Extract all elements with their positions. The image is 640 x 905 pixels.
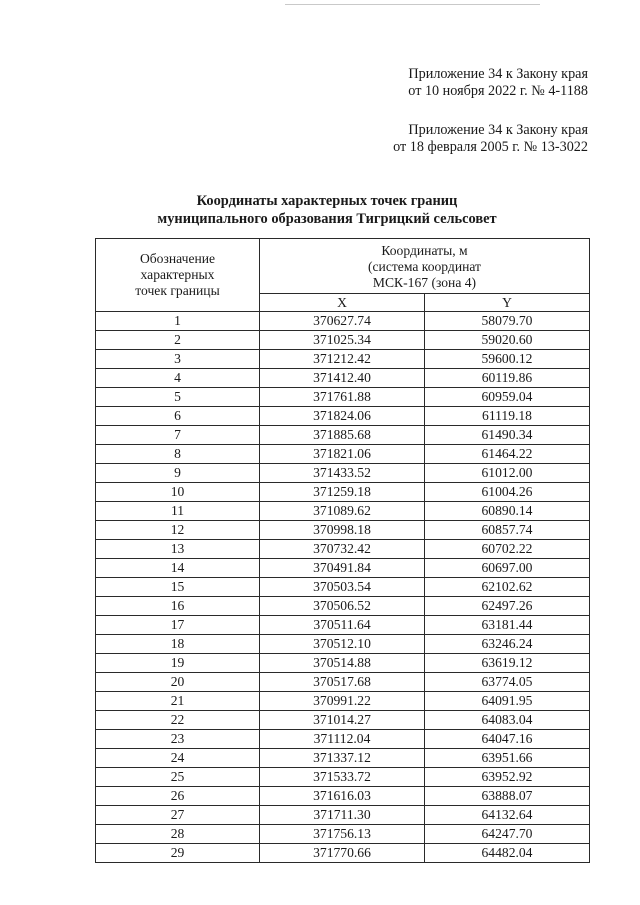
point-number-cell: 15	[96, 578, 260, 597]
x-coordinate-cell: 370514.88	[260, 654, 425, 673]
table-row	[96, 749, 590, 768]
table-row	[96, 711, 590, 730]
x-coordinate-cell: 370506.52	[260, 597, 425, 616]
table-row	[96, 502, 590, 521]
coord-header-line: МСК-167 (зона 4)	[372, 275, 477, 290]
top-rule	[285, 4, 540, 5]
table-row	[96, 692, 590, 711]
table-row	[96, 787, 590, 806]
y-coordinate-cell: 60959.04	[425, 388, 590, 407]
y-coordinate-cell: 63181.44	[425, 616, 590, 635]
point-number-cell: 27	[96, 806, 260, 825]
y-coordinate-cell: 64132.64	[425, 806, 590, 825]
x-coordinate-cell: 371533.72	[260, 768, 425, 787]
table-row	[96, 825, 590, 844]
point-number-cell: 28	[96, 825, 260, 844]
point-header-line: характерных	[140, 267, 215, 282]
y-coordinate-cell: 63951.66	[425, 749, 590, 768]
coordinates-column-header	[260, 239, 590, 294]
y-coordinate-cell: 60857.74	[425, 521, 590, 540]
point-number-cell: 4	[96, 369, 260, 388]
x-coordinate-cell: 371112.04	[260, 730, 425, 749]
table-row	[96, 483, 590, 502]
table-row	[96, 350, 590, 369]
table-row	[96, 673, 590, 692]
table-row	[96, 597, 590, 616]
table-row	[96, 578, 590, 597]
x-coordinate-cell: 370732.42	[260, 540, 425, 559]
point-number-cell: 13	[96, 540, 260, 559]
appendix-original	[393, 122, 588, 156]
x-coordinate-cell: 370517.68	[260, 673, 425, 692]
x-coordinate-cell: 371821.06	[260, 445, 425, 464]
x-coordinate-cell: 371025.34	[260, 331, 425, 350]
point-number-cell: 23	[96, 730, 260, 749]
y-coordinate-cell: 61012.00	[425, 464, 590, 483]
document-title-line: муниципального образования Тигрицкий сельсовет	[157, 211, 497, 227]
x-coordinate-cell: 371014.27	[260, 711, 425, 730]
point-number-cell: 21	[96, 692, 260, 711]
point-number-cell: 6	[96, 407, 260, 426]
y-coordinate-cell: 60890.14	[425, 502, 590, 521]
y-coordinate-cell: 64083.04	[425, 711, 590, 730]
table-row	[96, 844, 590, 863]
table-row	[96, 521, 590, 540]
point-number-cell: 17	[96, 616, 260, 635]
x-column-header: X	[260, 294, 425, 312]
coord-header-line: (система координат	[368, 259, 481, 274]
point-number-cell: 2	[96, 331, 260, 350]
point-number-cell: 9	[96, 464, 260, 483]
x-coordinate-cell: 370512.10	[260, 635, 425, 654]
y-coordinate-cell: 61464.22	[425, 445, 590, 464]
point-header-line: точек границы	[135, 283, 220, 298]
point-number-cell: 16	[96, 597, 260, 616]
x-coordinate-cell: 371756.13	[260, 825, 425, 844]
table-row	[96, 369, 590, 388]
point-number-cell: 22	[96, 711, 260, 730]
y-coordinate-cell: 60702.22	[425, 540, 590, 559]
appendix-current	[408, 66, 588, 100]
point-number-cell: 20	[96, 673, 260, 692]
x-coordinate-cell: 370491.84	[260, 559, 425, 578]
point-number-cell: 8	[96, 445, 260, 464]
y-coordinate-cell: 63774.05	[425, 673, 590, 692]
point-column-header	[96, 239, 260, 312]
x-coordinate-cell: 371259.18	[260, 483, 425, 502]
x-coordinate-cell: 371089.62	[260, 502, 425, 521]
x-coordinate-cell: 370627.74	[260, 312, 425, 331]
y-coordinate-cell: 63619.12	[425, 654, 590, 673]
point-number-cell: 14	[96, 559, 260, 578]
table-row	[96, 730, 590, 749]
y-coordinate-cell: 61490.34	[425, 426, 590, 445]
table-row	[96, 426, 590, 445]
table-row	[96, 806, 590, 825]
y-coordinate-cell: 63888.07	[425, 787, 590, 806]
point-number-cell: 26	[96, 787, 260, 806]
y-column-header: Y	[425, 294, 590, 312]
table-row	[96, 445, 590, 464]
table-row	[96, 464, 590, 483]
y-coordinate-cell: 59600.12	[425, 350, 590, 369]
x-coordinate-cell: 370991.22	[260, 692, 425, 711]
coordinates-table	[95, 238, 590, 863]
point-number-cell: 18	[96, 635, 260, 654]
document-title	[96, 192, 558, 228]
point-number-cell: 29	[96, 844, 260, 863]
appendix-original-line: Приложение 34 к Закону края	[408, 122, 588, 138]
x-coordinate-cell: 371711.30	[260, 806, 425, 825]
table-row	[96, 540, 590, 559]
point-number-cell: 1	[96, 312, 260, 331]
table-row	[96, 559, 590, 578]
table-row	[96, 388, 590, 407]
point-number-cell: 24	[96, 749, 260, 768]
appendix-current-line: Приложение 34 к Закону края	[408, 66, 588, 82]
coord-header-line: Координаты, м	[381, 243, 468, 258]
y-coordinate-cell: 58079.70	[425, 312, 590, 331]
y-coordinate-cell: 60697.00	[425, 559, 590, 578]
point-number-cell: 11	[96, 502, 260, 521]
y-coordinate-cell: 62497.26	[425, 597, 590, 616]
table-row	[96, 331, 590, 350]
point-header-line: Обозначение	[139, 251, 216, 266]
x-coordinate-cell: 371761.88	[260, 388, 425, 407]
y-coordinate-cell: 62102.62	[425, 578, 590, 597]
x-coordinate-cell: 370503.54	[260, 578, 425, 597]
y-coordinate-cell: 60119.86	[425, 369, 590, 388]
table-row	[96, 635, 590, 654]
point-number-cell: 3	[96, 350, 260, 369]
table-row	[96, 768, 590, 787]
point-number-cell: 7	[96, 426, 260, 445]
x-coordinate-cell: 371616.03	[260, 787, 425, 806]
point-number-cell: 5	[96, 388, 260, 407]
x-coordinate-cell: 371433.52	[260, 464, 425, 483]
appendix-current-line: от 10 ноября 2022 г. № 4-1188	[408, 83, 588, 99]
table-row	[96, 616, 590, 635]
x-coordinate-cell: 370511.64	[260, 616, 425, 635]
point-number-cell: 10	[96, 483, 260, 502]
x-coordinate-cell: 371412.40	[260, 369, 425, 388]
x-coordinate-cell: 371885.68	[260, 426, 425, 445]
x-coordinate-cell: 371770.66	[260, 844, 425, 863]
y-coordinate-cell: 63246.24	[425, 635, 590, 654]
x-coordinate-cell: 370998.18	[260, 521, 425, 540]
x-coordinate-cell: 371824.06	[260, 407, 425, 426]
table-header-row	[96, 239, 590, 294]
point-number-cell: 25	[96, 768, 260, 787]
x-coordinate-cell: 371337.12	[260, 749, 425, 768]
document-title-line: Координаты характерных точек границ	[196, 193, 458, 209]
y-coordinate-cell: 64047.16	[425, 730, 590, 749]
y-coordinate-cell: 61004.26	[425, 483, 590, 502]
y-coordinate-cell: 64247.70	[425, 825, 590, 844]
point-number-cell: 12	[96, 521, 260, 540]
x-coordinate-cell: 371212.42	[260, 350, 425, 369]
y-coordinate-cell: 59020.60	[425, 331, 590, 350]
table-body	[96, 312, 590, 863]
y-coordinate-cell: 64482.04	[425, 844, 590, 863]
table-row	[96, 654, 590, 673]
y-coordinate-cell: 61119.18	[425, 407, 590, 426]
table-row	[96, 312, 590, 331]
y-coordinate-cell: 63952.92	[425, 768, 590, 787]
point-number-cell: 19	[96, 654, 260, 673]
y-coordinate-cell: 64091.95	[425, 692, 590, 711]
appendix-original-line: от 18 февраля 2005 г. № 13-3022	[393, 139, 588, 155]
table-row	[96, 407, 590, 426]
